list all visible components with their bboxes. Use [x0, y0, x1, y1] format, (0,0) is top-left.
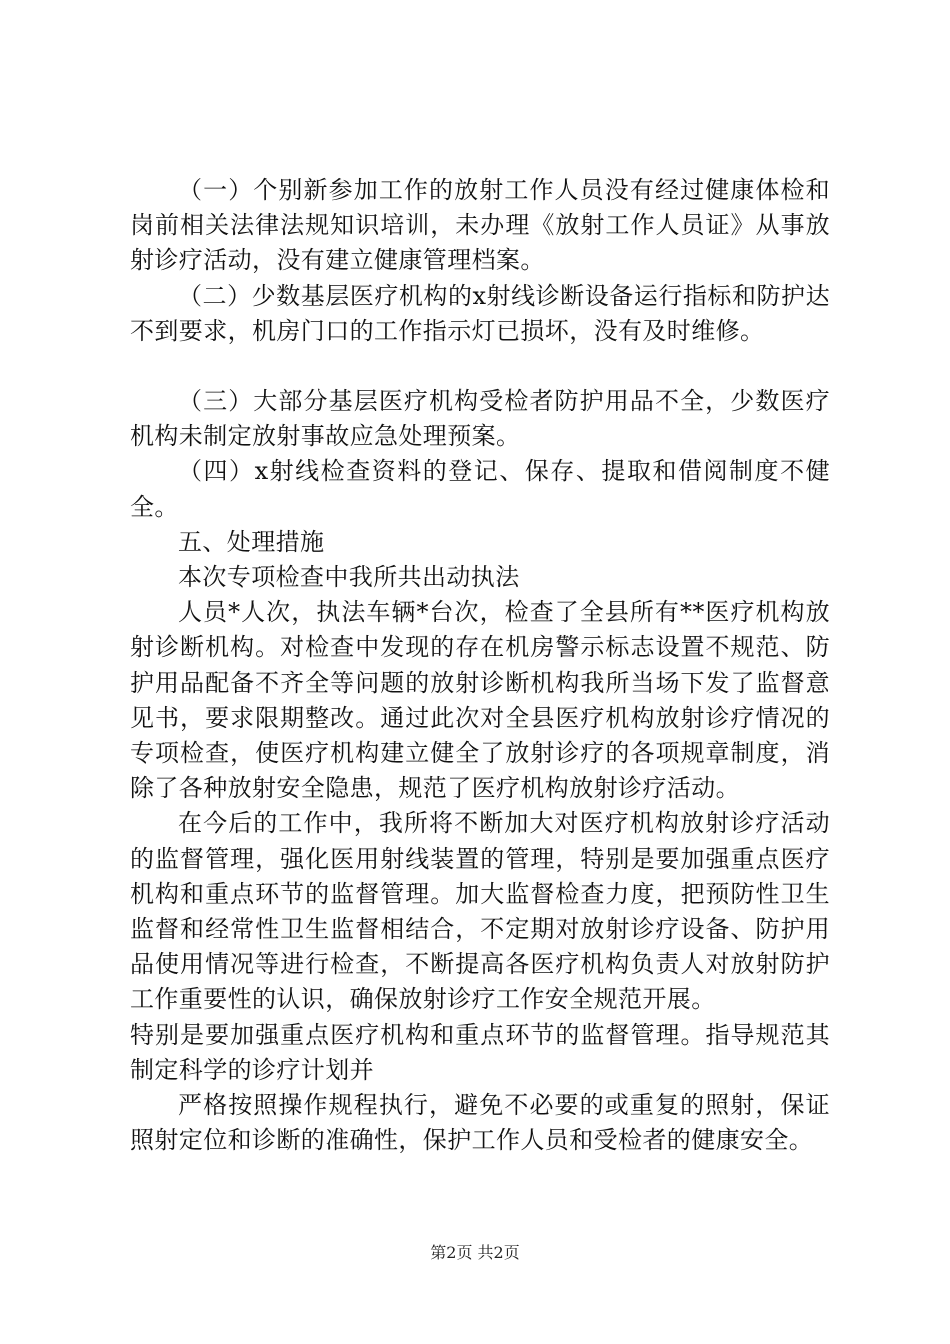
paragraph-item-1: （一）个别新参加工作的放射工作人员没有经过健康体检和岗前相关法律法规知识培训，未办理《放射工作人员证》从事放射诊疗活动，没有建立健康管理档案。	[130, 176, 830, 275]
paragraph-item-3: （三）大部分基层医疗机构受检者防护用品不全，少数医疗机构未制定放射事故应急处理预案。	[130, 387, 830, 451]
page-number-footer: 第2页 共2页	[430, 1243, 520, 1262]
paragraph-future-work: 在今后的工作中，我所将不断加大对医疗机构放射诊疗活动的监督管理，强化医用射线装置的管理，特别是要加强重点医疗机构和重点环节的监督管理。加大监督检查力度，把预防性卫生监督和经常性卫生监督相结合，不定期对放射诊疗设备、防护用品使用情况等进行检查，不断提高各医疗机构负责人对放射防护工作重要性的认识，确保放射诊疗工作安全规范开展。	[130, 809, 830, 1014]
paragraph-intro: 本次专项检查中我所共出动执法	[178, 563, 520, 592]
paragraph-enforcement: 人员*人次，执法车辆*台次，检查了全县所有**医疗机构放射诊断机构。对检查中发现的存在机房警示标志设置不规范、防护用品配备不齐全等问题的放射诊断机构我所当场下发了监督意见书，要求限期整改。通过此次对全县医疗机构放射诊疗情况的专项检查，使医疗机构建立健全了放射诊疗的各项规章制度，消除了各种放射安全隐患，规范了医疗机构放射诊疗活动。	[130, 598, 830, 803]
paragraph-item-2: （二）少数基层医疗机构的x射线诊断设备运行指标和防护达不到要求，机房门口的工作指示灯已损坏，没有及时维修。	[130, 281, 830, 345]
paragraph-key-supervision: 特别是要加强重点医疗机构和重点环节的监督管理。指导规范其制定科学的诊疗计划并	[130, 1020, 830, 1084]
paragraph-conclusion: 严格按照操作规程执行，避免不必要的或重复的照射，保证照射定位和诊断的准确性，保护工作人员和受检者的健康安全。	[130, 1091, 830, 1155]
section-heading: 五、处理措施	[178, 527, 325, 556]
document-body	[130, 173, 830, 1158]
paragraph-item-4: （四）x射线检查资料的登记、保存、提取和借阅制度不健全。	[130, 457, 830, 521]
